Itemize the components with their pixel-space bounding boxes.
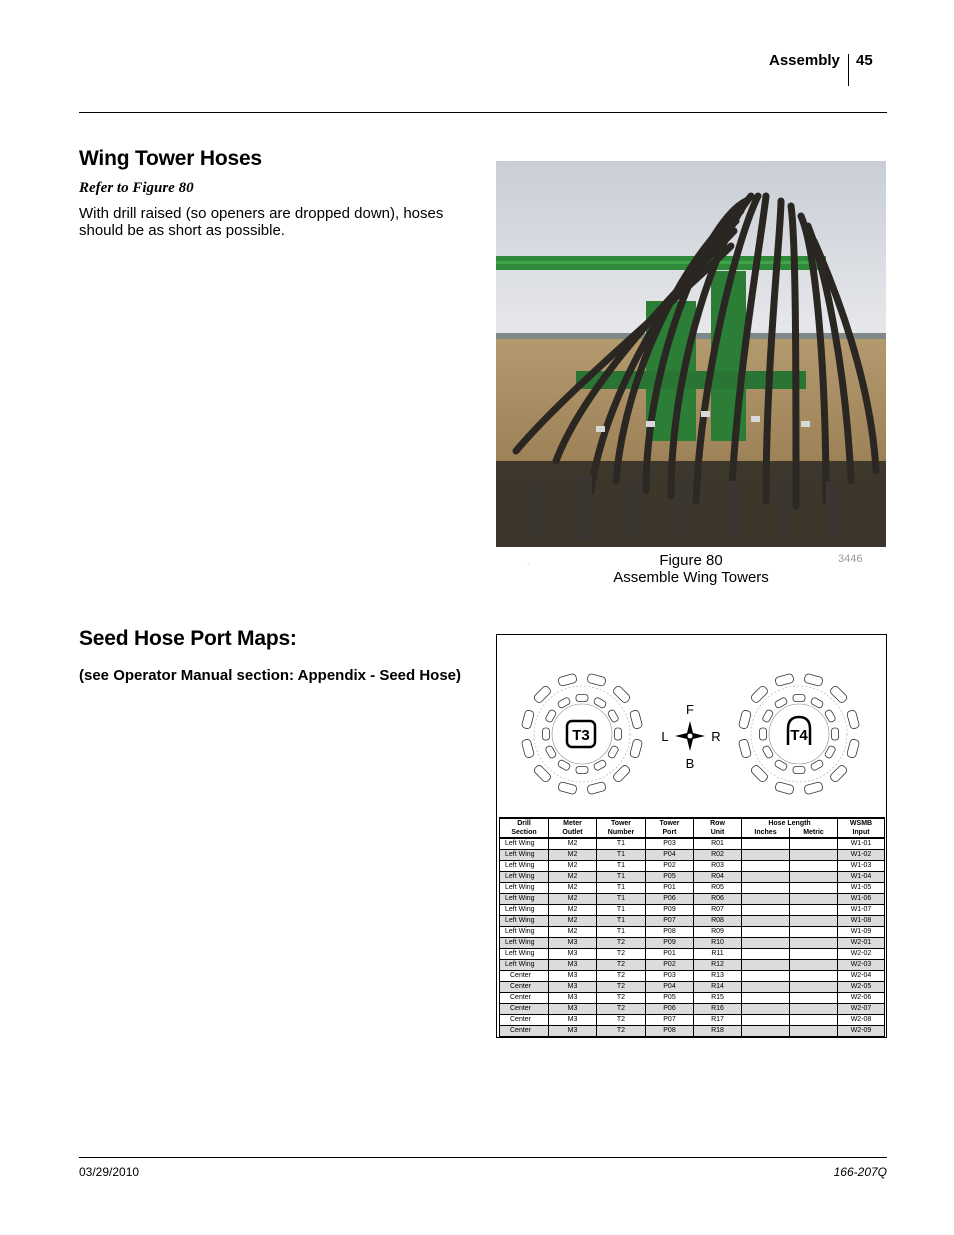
table-cell: R08 (694, 916, 742, 927)
table-cell: Left Wing (500, 916, 549, 927)
table-cell: W2-01 (838, 938, 885, 949)
table-cell: Center (500, 982, 549, 993)
table-cell: T1 (597, 872, 646, 883)
figure-id: 3446 (838, 553, 863, 565)
dial-tag (543, 728, 550, 740)
col-head-port: Port (646, 828, 694, 838)
table-cell (790, 838, 838, 850)
table-cell (742, 916, 790, 927)
col-head-input: Input (838, 828, 885, 838)
dial-tag (612, 685, 631, 704)
table-cell: T2 (597, 960, 646, 971)
table-cell (742, 949, 790, 960)
table-cell: W1-08 (838, 916, 885, 927)
table-cell: W1-04 (838, 872, 885, 883)
table-cell (790, 949, 838, 960)
table-cell: Left Wing (500, 883, 549, 894)
table-cell: M2 (549, 861, 597, 872)
table-cell: T2 (597, 1026, 646, 1038)
table-cell (742, 960, 790, 971)
table-cell (790, 1004, 838, 1015)
seed-hose-port-table (499, 817, 885, 1038)
table-cell: P05 (646, 872, 694, 883)
table-row (500, 838, 885, 850)
dial-tag (738, 710, 751, 730)
figure-number: Figure 80 (659, 552, 723, 569)
table-cell (742, 971, 790, 982)
dial-tag (775, 781, 795, 794)
table-cell: R10 (694, 938, 742, 949)
page-number: 45 (856, 52, 873, 69)
table-cell: T1 (597, 838, 646, 850)
table-cell: T1 (597, 927, 646, 938)
table-cell: R17 (694, 1015, 742, 1026)
footer-date: 03/29/2010 (79, 1165, 140, 1179)
table-cell: M2 (549, 838, 597, 850)
table-cell: W2-06 (838, 993, 885, 1004)
table-cell (790, 861, 838, 872)
col-head-number: Number (597, 828, 646, 838)
col-head-unit: Unit (694, 828, 742, 838)
table-cell (742, 927, 790, 938)
col-head-section: Section (500, 828, 549, 838)
table-cell: M2 (549, 905, 597, 916)
table-cell: R03 (694, 861, 742, 872)
col-head-inches: Inches (742, 828, 790, 838)
table-cell: R09 (694, 927, 742, 938)
table-cell: M2 (549, 850, 597, 861)
table-row (500, 1026, 885, 1038)
table-cell (790, 938, 838, 949)
table-cell: T2 (597, 949, 646, 960)
table-cell: P06 (646, 1004, 694, 1015)
table-cell: R14 (694, 982, 742, 993)
table-cell: Left Wing (500, 861, 549, 872)
dial-tag (629, 739, 642, 759)
table-cell (790, 894, 838, 905)
seed-hose-heading: Seed Hose Port Maps: (79, 627, 297, 650)
table-cell: T2 (597, 1004, 646, 1015)
table-cell (742, 883, 790, 894)
table-row (500, 872, 885, 883)
table-cell: P03 (646, 971, 694, 982)
table-cell: W2-09 (838, 1026, 885, 1038)
port-map-panel (496, 634, 887, 1038)
compass-left: L (661, 729, 669, 744)
table-cell: T2 (597, 982, 646, 993)
port-map-diagram (497, 635, 885, 815)
table-cell: W1-07 (838, 905, 885, 916)
table-cell: P03 (646, 838, 694, 850)
table-row (500, 971, 885, 982)
table-row (500, 927, 885, 938)
table-cell (742, 872, 790, 883)
tower-t3-diagram (521, 673, 643, 795)
table-cell: W2-05 (838, 982, 885, 993)
table-cell: W2-04 (838, 971, 885, 982)
compass-front: F (686, 702, 694, 717)
table-cell (790, 1026, 838, 1038)
dial-tag (576, 695, 588, 702)
table-cell: Left Wing (500, 949, 549, 960)
table-cell (790, 850, 838, 861)
dial-tag (558, 781, 578, 794)
table-cell: T1 (597, 905, 646, 916)
table-row (500, 938, 885, 949)
table-cell: P02 (646, 960, 694, 971)
table-cell: W2-08 (838, 1015, 885, 1026)
footer-document-number: 166-207Q (833, 1165, 887, 1179)
table-cell: R04 (694, 872, 742, 883)
table-cell (742, 982, 790, 993)
table-cell (790, 916, 838, 927)
dial-tag (587, 781, 607, 794)
table-cell: M2 (549, 872, 597, 883)
col-head-row: Row (694, 818, 742, 828)
table-cell: M3 (549, 1004, 597, 1015)
table-cell (742, 938, 790, 949)
table-cell: Left Wing (500, 838, 549, 850)
table-cell: M3 (549, 1015, 597, 1026)
table-cell (742, 905, 790, 916)
table-cell: T2 (597, 993, 646, 1004)
table-cell: T2 (597, 1015, 646, 1026)
table-row (500, 1015, 885, 1026)
table-cell: Left Wing (500, 927, 549, 938)
table-row (500, 905, 885, 916)
dial-tag (521, 739, 534, 759)
wing-tower-heading: Wing Tower Hoses (79, 147, 262, 170)
dial-tag (829, 685, 848, 704)
dial-tag (521, 710, 534, 730)
table-cell: W2-03 (838, 960, 885, 971)
table-cell: M3 (549, 960, 597, 971)
table-cell (742, 850, 790, 861)
dial-tag (558, 673, 578, 686)
table-cell (790, 905, 838, 916)
table-cell (790, 872, 838, 883)
table-cell: Left Wing (500, 905, 549, 916)
table-cell: R02 (694, 850, 742, 861)
table-cell: Center (500, 993, 549, 1004)
table-cell: M3 (549, 1026, 597, 1038)
dial-tag (846, 710, 859, 730)
table-cell: P08 (646, 1026, 694, 1038)
header-section-title: Assembly (769, 52, 840, 69)
table-cell: Center (500, 1026, 549, 1038)
table-row (500, 883, 885, 894)
dial-tag (760, 728, 767, 740)
dial-tag (576, 767, 588, 774)
figure-title: Assemble Wing Towers (613, 569, 769, 586)
table-cell: R07 (694, 905, 742, 916)
col-head-hose-length: Hose Length (742, 818, 838, 828)
header-divider (848, 54, 849, 86)
table-cell: M2 (549, 894, 597, 905)
dial-tag (738, 739, 751, 759)
table-cell: W1-02 (838, 850, 885, 861)
table-cell: T2 (597, 971, 646, 982)
col-head-tower2: Tower (646, 818, 694, 828)
table-cell: P01 (646, 949, 694, 960)
table-cell (742, 894, 790, 905)
table-cell: M3 (549, 949, 597, 960)
dial-tag (804, 781, 824, 794)
table-row (500, 916, 885, 927)
table-cell: P07 (646, 1015, 694, 1026)
table-cell: R13 (694, 971, 742, 982)
col-head-tower: Tower (597, 818, 646, 828)
table-cell: W1-03 (838, 861, 885, 872)
compass-right: R (711, 729, 721, 744)
table-cell (790, 993, 838, 1004)
table-cell: T1 (597, 850, 646, 861)
table-cell: M3 (549, 982, 597, 993)
table-cell (790, 1015, 838, 1026)
table-row (500, 993, 885, 1004)
table-cell: R06 (694, 894, 742, 905)
col-head-metric: Metric (790, 828, 838, 838)
table-cell: T1 (597, 883, 646, 894)
table-cell: P09 (646, 905, 694, 916)
table-cell: P05 (646, 993, 694, 1004)
table-cell (790, 982, 838, 993)
table-cell (742, 1004, 790, 1015)
table-cell: M2 (549, 916, 597, 927)
table-cell: M2 (549, 927, 597, 938)
table-cell (742, 1026, 790, 1038)
table-cell: Left Wing (500, 938, 549, 949)
dial-tag (587, 673, 607, 686)
table-cell: Center (500, 1015, 549, 1026)
table-cell: R16 (694, 1004, 742, 1015)
table-cell: W1-01 (838, 838, 885, 850)
table-cell: Left Wing (500, 960, 549, 971)
table-cell: Center (500, 971, 549, 982)
table-cell: M3 (549, 971, 597, 982)
dial-tag (804, 673, 824, 686)
table-cell (742, 838, 790, 850)
table-cell: W1-05 (838, 883, 885, 894)
seed-hose-subheading: (see Operator Manual section: Appendix - Seed Hose) (79, 667, 462, 684)
dial-tag (612, 764, 631, 783)
table-cell: Center (500, 1004, 549, 1015)
table-cell: R01 (694, 838, 742, 850)
table-row (500, 894, 885, 905)
compass-back: B (685, 756, 695, 771)
table-cell: P06 (646, 894, 694, 905)
dial-tag (533, 764, 552, 783)
figure-reference: Refer to Figure 80 (79, 180, 194, 196)
compass-rose (661, 702, 720, 771)
table-cell: P08 (646, 927, 694, 938)
wing-tower-body: With drill raised (so openers are dropped down), hoses should be as short as possible. (79, 205, 444, 239)
table-row (500, 949, 885, 960)
col-head-outlet: Outlet (549, 828, 597, 838)
table-cell: P01 (646, 883, 694, 894)
dial-tag (533, 685, 552, 704)
table-cell (790, 883, 838, 894)
col-head-drill: Drill (500, 818, 549, 828)
table-cell: T1 (597, 894, 646, 905)
table-cell (790, 971, 838, 982)
dial-tag (750, 764, 769, 783)
table-cell: Left Wing (500, 894, 549, 905)
table-cell: W1-06 (838, 894, 885, 905)
tower-t4-diagram (738, 673, 860, 795)
dial-tag (846, 739, 859, 759)
table-row (500, 850, 885, 861)
table-row (500, 960, 885, 971)
dial-tag (615, 728, 622, 740)
table-cell: Left Wing (500, 850, 549, 861)
table-cell: T1 (597, 916, 646, 927)
table-cell: T2 (597, 938, 646, 949)
table-cell: P02 (646, 861, 694, 872)
table-cell (790, 927, 838, 938)
table-cell (742, 861, 790, 872)
table-cell: P04 (646, 982, 694, 993)
dial-tag (775, 673, 795, 686)
wing-tower-photo (496, 161, 886, 547)
table-cell (790, 960, 838, 971)
dial-tag (793, 695, 805, 702)
table-row (500, 1004, 885, 1015)
t4-label: T4 (790, 727, 808, 744)
table-cell (742, 993, 790, 1004)
figure-caption (566, 552, 816, 586)
table-cell: R12 (694, 960, 742, 971)
t3-label: T3 (572, 727, 590, 744)
table-cell: W1-09 (838, 927, 885, 938)
table-cell: R11 (694, 949, 742, 960)
table-cell: T1 (597, 861, 646, 872)
table-cell: M3 (549, 993, 597, 1004)
header-rule (79, 112, 887, 113)
table-row (500, 861, 885, 872)
dial-tag (750, 685, 769, 704)
table-cell: P09 (646, 938, 694, 949)
table-cell: P07 (646, 916, 694, 927)
table-cell: R05 (694, 883, 742, 894)
table-cell: W2-02 (838, 949, 885, 960)
table-cell: R18 (694, 1026, 742, 1038)
dial-tag (832, 728, 839, 740)
col-head-meter: Meter (549, 818, 597, 828)
dial-tag (629, 710, 642, 730)
table-cell: Left Wing (500, 872, 549, 883)
table-cell: R15 (694, 993, 742, 1004)
col-head-wsmb: WSMB (838, 818, 885, 828)
figure-marker: . (527, 558, 530, 567)
footer-rule (79, 1157, 887, 1158)
table-cell: M2 (549, 883, 597, 894)
dial-tag (829, 764, 848, 783)
table-cell: M3 (549, 938, 597, 949)
table-row (500, 982, 885, 993)
dial-tag (793, 767, 805, 774)
table-cell: W2-07 (838, 1004, 885, 1015)
table-cell: P04 (646, 850, 694, 861)
table-cell (742, 1015, 790, 1026)
